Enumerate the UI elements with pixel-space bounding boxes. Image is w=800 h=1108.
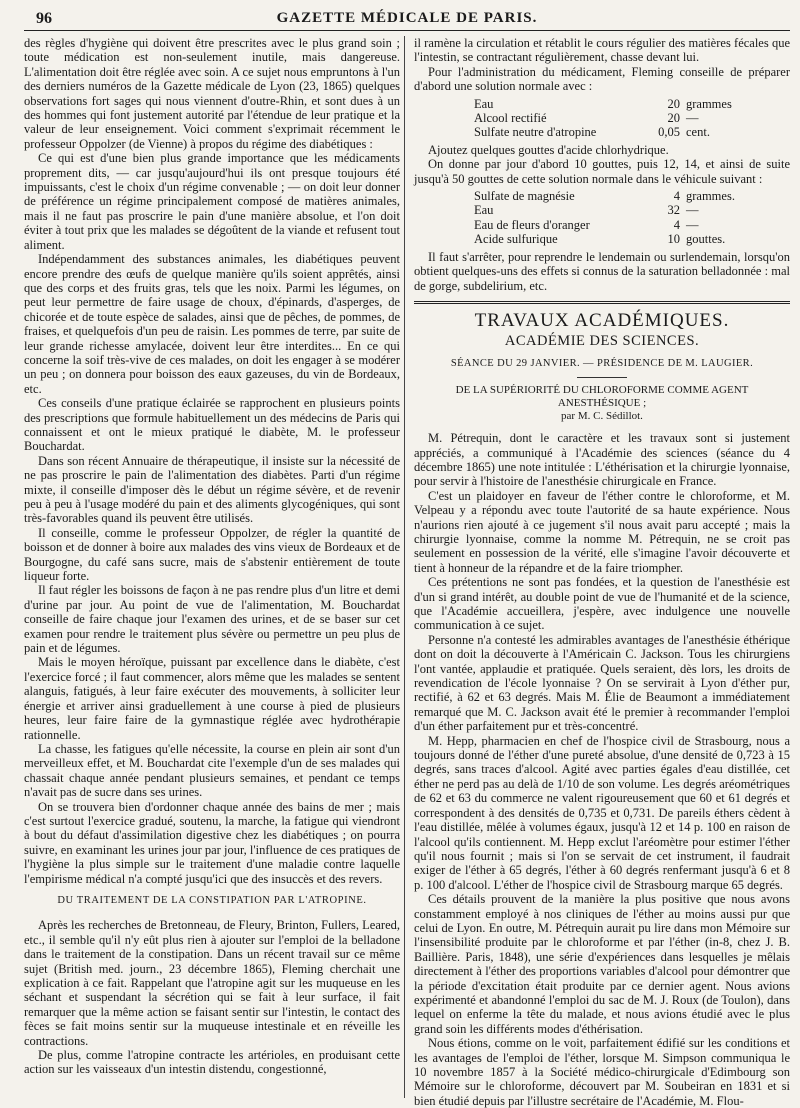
formula-row <box>474 125 790 139</box>
section-title: DU TRAITEMENT DE LA CONSTIPATION PAR L'ATROPINE. <box>57 894 367 906</box>
ingredient-name: Eau <box>474 203 494 218</box>
paragraph: Mais le moyen héroïque, puissant par excellence dans le diabète, c'est l'exercice forcé ; il faut commencer, alors même que les malades se sentent alanguis, fatigués, à leur faire exécuter des mouvements, à solliciter leur énergie et arriver ainsi graduellement à une course à pied de plusieurs heures, leur faire faire de la gymnastique réglée avec hydrothérapie rationnelle. <box>24 655 400 742</box>
ingredient-name: Sulfate de magnésie <box>474 189 575 204</box>
column-divider <box>404 36 405 1098</box>
right-column <box>414 36 790 1108</box>
ingredient-unit: — <box>686 217 699 232</box>
ingredient-unit: — <box>686 203 699 218</box>
formula-table-1 <box>474 97 790 140</box>
ingredient-amount: 20 <box>667 111 680 126</box>
ingredient-unit: cent. <box>686 125 710 140</box>
formula-row <box>474 189 790 203</box>
formula-row <box>474 218 790 232</box>
paragraph: Il conseille, comme le professeur Oppolzer, de régler la quantité de boisson et de donner à boire aux malades des vins vieux de Bordeaux et de Bourgogne, du café sans sucre, mais de s'abstenir entièrement de toute liqueur forte. <box>24 525 400 584</box>
paragraph: C'est un plaidoyer en faveur de l'éther contre le chloroforme, et M. Velpeau y a répondu avec toute l'autorité de sa haute expérience. Nous n'aurions rien ajouté à ce jugement s'il nous avait paru accepté ; mais la chirurgie lyonnaise, comme la nomme M. Pétrequin, ne se croit pas seulement en possession de la vérité, elle s'imagine l'avoir découverte et tient à honneur de la répandre et de la faire triompher. <box>414 488 790 575</box>
paragraph: des règles d'hygiène qui doivent être prescrites avec le plus grand soin ; toute médication est non-seulement inutile, mais dangereuse. L'alimentation doit être réglée avec soin. A ce sujet nous empruntons à l'un des derniers numéros de la Gazette médicale de Lyon (23, 1865) quelques observations fort sages qui nous viennent d'outre-Rhin, et sont dues à un des hommes qui font justement autorité par l'étendue de leur pratique et la valeur de leur enseignement. Voici comment s'exprimait récemment le professeur Oppolzer (de Vienne) à propos du régime des diabétiques : <box>24 36 400 151</box>
paragraph: Dans son récent Annuaire de thérapeutique, il insiste sur la nécessité de ne pas proscrire le pain de l'alimentation des diabètes. Parti d'un régime mixte, il conseille d'imposer dès le début un régime sévère, et de revenir peu à peu à l'usage modéré du pain et des aliments glycogéniques, qui sont très-favorables quand ils peuvent être utilisés. <box>24 453 400 526</box>
formula-row <box>474 111 790 125</box>
paragraph: il ramène la circulation et rétablit le cours régulier des matières fécales que l'intestin, se contractant régulièrement, chasse devant lui. <box>414 36 790 65</box>
ingredient-name: Sulfate neutre d'atropine <box>474 125 597 140</box>
short-divider <box>577 377 627 378</box>
formula-table-2 <box>474 189 790 247</box>
article-author: par M. C. Sédillot. <box>561 410 643 423</box>
ingredient-amount: 20 <box>667 96 680 111</box>
paragraph: Ces détails prouvent de la manière la plus positive que nous avons constamment employé à nos cliniques de l'éther au moins aussi pur que celui de Lyon. En outre, M. Pétrequin aurait pu lire dans mon Mémoire sur l'insensibilité produite par le chloroforme et par l'éther (in-8, chez J. B. Baillière. Paris, 1848), une série d'expériences dans lesquelles je mêlais directement à l'éther des proportions variables d'alcool pour démontrer que la période d'excitation était produite par ce dernier agent. Nous avions expérimenté et abandonné l'emploi du sac de M. J. Roux (de Toulon), dans lequel on enferme la tête du malade, et nous avions étudié avec le plus grand soin les différents modes d'éthérisation. <box>414 892 790 1036</box>
ingredient-unit: grammes <box>686 96 732 111</box>
page-number: 96 <box>36 10 52 27</box>
ingredient-name: Eau <box>474 96 494 111</box>
ingredient-name: Eau de fleurs d'oranger <box>474 217 590 232</box>
ingredient-amount: 4 <box>673 189 680 204</box>
paragraph: M. Hepp, pharmacien en chef de l'hospice civil de Strasbourg, nous a toujours donné de l'éther d'une pureté absolue, d'une densité de 0,723 à 15 degrés, sans traces d'alcool. Agité avec parties égales d'eau distillée, cet éther ne perd pas au delà de 1/10 de son volume. Les degrés aréométriques de 62 et 63 du commerce ne valent rigoureusement que 60 et 61 degrés et correspondent à des densités de 0,735 et 0,731. De pareils éthers cèdent à l'eau distillée, mêlée à volumes égaux, jusqu'à 12 et 14 p. 100 en raison de l'alcool qu'ils contiennent. M. Hepp exclut l'aréomètre pour estimer l'éther qu'il nous fournit ; mais si l'on se servait de cet instrument, il faudrait exiger de l'éther à 65 degrés, l'éther à 60 degrés renfermant jusqu'à 6 et 8 p. 100 d'alcool. L'éther de l'hospice civil de Strasbourg marque 65 degrés. <box>414 733 790 892</box>
ingredient-amount: 4 <box>673 217 680 232</box>
ingredient-name: Acide sulfurique <box>474 232 558 247</box>
paragraph: La chasse, les fatigues qu'elle nécessite, la course en plein air sont d'un merveilleux effet, et M. Bouchardat cite l'exemple d'un de ses malades qui chassait chaque année pendant plusieurs semaines, et pendant ce temps n'avait pas de sucre dans ses urines. <box>24 741 400 800</box>
paragraph: Il faut régler les boissons de façon à ne pas rendre plus d'un litre et demi d'urine par jour. Au point de vue de l'alimentation, M. Bouchardat conseille de faire chaque jour l'examen des urines, et de se baser sur cet examen pour rendre le traitement plus sévère ou permettre un peu plus de pain et de légumes. <box>24 583 400 656</box>
paragraph: Ces conseils d'une pratique éclairée se rapprochent en plusieurs points des prescriptions que formule habituellement un des médecins de Paris qui connaissent et ont le mieux pratiqué le diabète, M. le professeur Bouchardat. <box>24 396 400 454</box>
journal-title: GAZETTE MÉDICALE DE PARIS. <box>276 10 538 26</box>
formula-row <box>474 203 790 217</box>
paragraph: M. Pétrequin, dont le caractère et les travaux sont si justement appréciés, a communiqué à l'Académie des sciences (séance du 4 décembre 1865) une note intitulée : L'éthérisation et la chirurgie lyonnaise, pour servir à l'histoire de l'anesthésie chirurgicale en France. <box>414 431 790 489</box>
paragraph: Indépendamment des substances animales, les diabétiques peuvent encore prendre des œufs de quelque manière qu'ils soient apprêtés, ainsi que des corps et des fruits gras, tels que les noix. Parmi les légumes, on peut leur permettre de faire usage de choux, d'épinards, d'asperges, de chicorée et de toute espèce de salades, ainsi que de pêches, de pommes, de fraises, et quelquefois d'un peu de raisin. Les pommes de terre, par suite de leur grande richesse amylacée, doivent leur être interdites... En ce qui concerne la soif très-vive de ces malades, on doit les engager à se modérer un peu ; on donnera pour boisson des eaux gazeuses, du vin de Bordeaux, etc. <box>24 252 400 396</box>
ingredient-unit: gouttes. <box>686 232 726 247</box>
section-sub-title: ACADÉMIE DES SCIENCES. <box>504 333 700 350</box>
paragraph: Après les recherches de Bretonneau, de Fleury, Brinton, Fullers, Leared, etc., il semble qu'il n'y eût plus rien à ajouter sur l'emploi de la belladone dans le traitement de la constipation. Dans un récent travail sur ce même sujet (British med. journ., 23 décembre 1865), Fleming cherchait une explication à ce fait. Rappelant que l'atropine agit sur les muqueuse en les séchant et suspendant la sécrétion qui se fait à leur surface, il fait remarquer que la même action se faisant sentir sur l'intestin, le contact des fèces se fait moins sentir sur la muqueuse intestinale et en réveille les contractions. <box>24 918 400 1048</box>
paragraph: Il faut s'arrêter, pour reprendre le lendemain ou surlendemain, lorsqu'on obtient quelques-uns des effets si connus de la saturation belladonnée : mal de gorge, subdelirium, etc. <box>414 249 790 293</box>
paragraph: On se trouvera bien d'ordonner chaque année des bains de mer ; mais c'est surtout l'exercice gradué, soutenu, la marche, la fatigue qui viendront à bout du défaut d'assimilation digestive chez les diabétiques ; on pourra suivre, en examinant les urines jour par jour, l'influence de ces pratiques de l'hygiène la plus simple sur le traitement d'une maladie contre laquelle l'empirisme médical n'a compté jusqu'ici que des insuccès et des revers. <box>24 799 400 886</box>
article-heading <box>414 384 790 423</box>
paragraph: Ces prétentions ne sont pas fondées, et la question de l'anesthésie est d'un si grand intérêt, au double point de vue de l'humanité et de la science, que l'Académie accueillera, j'espère, avec indulgence une nouvelle communication à ce sujet. <box>414 575 790 633</box>
paragraph: On donne par jour d'abord 10 gouttes, puis 12, 14, et ainsi de suite jusqu'à 50 gouttes de cette solution normale dans le véhicule suivant : <box>414 157 790 186</box>
paragraph: Personne n'a contesté les admirables avantages de l'anesthésie éthérique dont on doit la découverte à l'Américain C. Jackson. Tous les chirurgiens l'ont vantée, applaudie et pratiquée. Quels seraient, dès lors, les droits de revendication de l'école lyonnaise ? On se servirait à Lyon d'éther pur, rectifié, à 62 et 63 degrés. Mais M. Élie de Beaumont a immédiatement remarqué que M. C. Jackson avait été le premier à recommander l'emploi d'un éther parfaitement pur et très-concentré. <box>414 632 790 734</box>
ingredient-amount: 0,05 <box>658 125 680 140</box>
ingredient-unit: grammes. <box>686 189 735 204</box>
page-header <box>24 6 790 31</box>
ingredient-amount: 32 <box>667 203 680 218</box>
seance-line: SÉANCE DU 29 JANVIER. — PRÉSIDENCE DE M. LAUGIER. <box>450 357 754 369</box>
paragraph: De plus, comme l'atropine contracte les artérioles, en produisant cette action sur les vaisseaux d'un intestin distendu, congestionné, <box>24 1048 400 1077</box>
section-divider <box>414 301 790 304</box>
paragraph: Ce qui est d'une bien plus grande importance que les médicaments proprement dits, — car jusqu'aujourd'hui ils ont presque toujours été impuissants, c'est le choix d'un régime convenable ; — on doit leur donner de préférence un régime principalement composé de matières animales, mais il ne faut pas proscrire le pain d'une manière absolue, et l'on doit éviter à tout prix que les malades se dégoûtent de la viande et refusent tout aliment. <box>24 151 400 252</box>
section-main-title: TRAVAUX ACADÉMIQUES. <box>474 309 730 331</box>
ingredient-unit: — <box>686 111 699 126</box>
paragraph: Nous étions, comme on le voit, parfaitement édifié sur les conditions et les avantages de l'emploi de l'éther, lorsque M. Simpson communiqua le 10 novembre 1857 à la Société médico-chirurgicale d'Edimbourg son Mémoire sur le chloroforme, découvert par M. Soubeiran en 1831 et si bien étudié depuis par l'illustre secrétaire de l'Académie, M. Flou- <box>414 1036 790 1108</box>
ingredient-amount: 10 <box>667 232 680 247</box>
paragraph: Pour l'administration du médicament, Fleming conseille de préparer d'abord une solution normale avec : <box>414 64 790 94</box>
left-column <box>24 36 400 1098</box>
formula-row <box>474 97 790 111</box>
ingredient-name: Alcool rectifié <box>474 111 547 126</box>
formula-note: Ajoutez quelques gouttes d'acide chlorhydrique. <box>428 142 669 157</box>
formula-row <box>474 232 790 246</box>
article-title: DE LA SUPÉRIORITÉ DU CHLOROFORME COMME AGENT ANESTHÉSIQUE ; <box>455 384 749 410</box>
